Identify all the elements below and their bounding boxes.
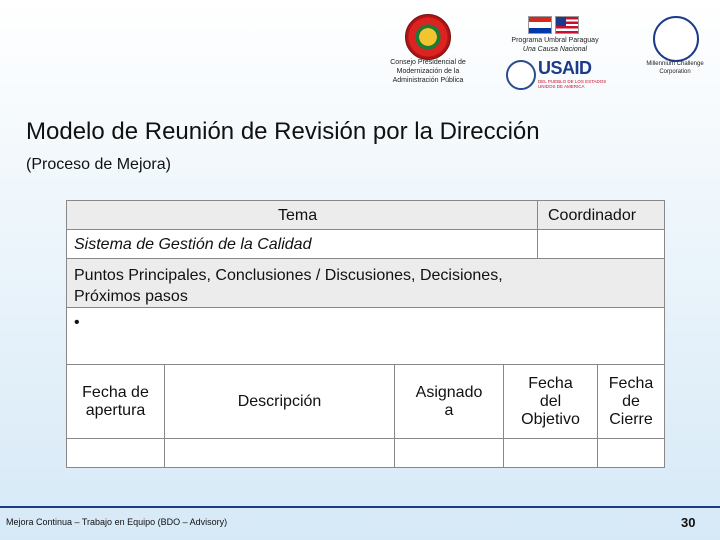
mcc-label: Millennium Challenge Corporation: [646, 61, 704, 75]
tema-cell: [66, 200, 538, 230]
sistema-cell: [66, 229, 538, 259]
slide-subtitle: (Proceso de Mejora): [26, 156, 171, 173]
usa-flag-icon: [555, 16, 579, 34]
header-fecha-cierre: Fecha de Cierre: [597, 364, 665, 439]
consejo-presidencial-label: Consejo Presidencial de Modernización de la Administración Pública: [390, 59, 466, 84]
puntos-principales-content-cell: [66, 307, 665, 365]
coordinador-value-cell: [537, 229, 665, 259]
page-number: 30: [681, 515, 696, 530]
sistema-label: Sistema de Gestión de la Calidad: [74, 236, 312, 253]
empty-fecha-objetivo-cell: [503, 438, 598, 468]
puntos-principales-label-line2: Próximos pasos: [74, 288, 188, 305]
header-asignado: Asignado a: [394, 364, 504, 439]
empty-descripcion-cell: [164, 438, 395, 468]
slide-title: Modelo de Reunión de Revisión por la Dirección: [26, 118, 540, 145]
empty-asignado-cell: [394, 438, 504, 468]
mcc-seal-icon: [653, 16, 699, 62]
paraguay-flag-icon: [528, 16, 552, 34]
consejo-presidencial-seal-icon: [405, 14, 451, 60]
puntos-principales-cell: [66, 258, 665, 308]
usaid-tagline: DEL PUEBLO DE LOS ESTADOS UNIDOS DE AMERICA: [538, 79, 607, 89]
empty-fecha-cierre-cell: [597, 438, 665, 468]
coordinador-cell: [537, 200, 665, 230]
footer-text: Mejora Continua – Trabajo en Equipo (BDO – Advisory): [6, 517, 228, 527]
header-descripcion: Descripción: [164, 364, 395, 439]
footer-divider: [0, 506, 720, 508]
programa-umbral-label: Programa Umbral Paraguay Una Causa Nacional: [511, 37, 599, 53]
header-fecha-apertura: Fecha de apertura: [66, 364, 165, 439]
empty-fecha-apertura-cell: [66, 438, 165, 468]
usaid-logo: USAID: [538, 58, 592, 78]
tema-label: Tema: [278, 207, 318, 224]
header-fecha-objetivo: Fecha del Objetivo: [503, 364, 598, 439]
bullet-point: •: [74, 314, 80, 331]
puntos-principales-label-line1: Puntos Principales, Conclusiones / Discusiones, Decisiones,: [74, 267, 503, 284]
coordinador-label: Coordinador: [548, 207, 637, 224]
usaid-seal-icon: [506, 60, 536, 90]
